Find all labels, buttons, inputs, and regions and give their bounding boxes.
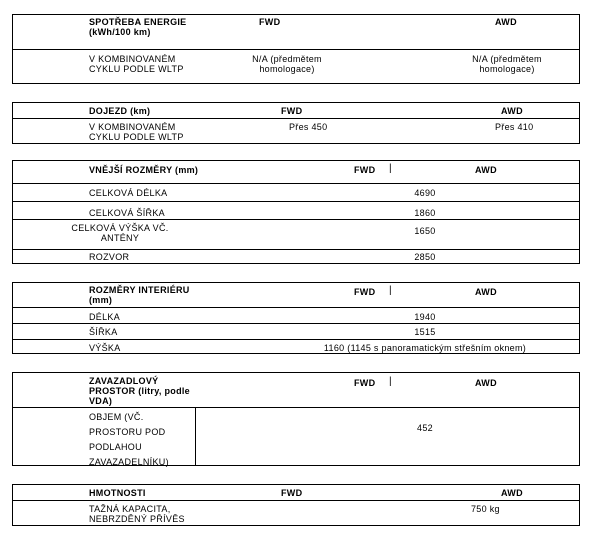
energy-row-label: V KOMBINOVANÉM CYKLU PODLE WLTP [89, 54, 184, 74]
exterior-awd-label: AWD [475, 165, 497, 175]
interior-table [12, 282, 580, 354]
exterior-divider-3 [13, 219, 579, 220]
luggage-table [12, 372, 580, 466]
weights-table [12, 484, 580, 526]
range-awd-value: Přes 410 [495, 122, 534, 132]
weights-awd-label: AWD [501, 488, 523, 498]
weights-value: 750 kg [471, 504, 500, 514]
interior-column-separator: | [389, 285, 392, 296]
energy-fwd-label: FWD [259, 17, 281, 27]
range-divider [13, 118, 579, 119]
luggage-value: 452 [417, 423, 433, 433]
exterior-header-label: VNĚJŠÍ ROZMĚRY (mm) [89, 165, 199, 175]
energy-header-label: SPOTŘEBA ENERGIE (kWh/100 km) [89, 17, 187, 37]
interior-row-label-width: ŠÍŘKA [89, 327, 118, 337]
interior-row-label-height: VÝŠKA [89, 343, 121, 353]
energy-fwd-value: N/A (předmětem homologace) [252, 54, 322, 74]
luggage-header-label: ZAVAZADLOVÝ PROSTOR (litry, podle VDA) [89, 376, 190, 406]
weights-divider [13, 500, 579, 501]
interior-header-label: ROZMĚRY INTERIÉRU (mm) [89, 285, 190, 305]
energy-awd-label: AWD [495, 17, 517, 27]
exterior-divider-1 [13, 183, 579, 184]
range-awd-label: AWD [501, 106, 523, 116]
energy-table [12, 14, 580, 84]
interior-row-value-width: 1515 [414, 327, 436, 337]
interior-divider-1 [13, 307, 579, 308]
luggage-divider [13, 407, 579, 408]
exterior-row-label-length: CELKOVÁ DÉLKA [89, 188, 168, 198]
exterior-divider-4 [13, 249, 579, 250]
exterior-row-label-wheelbase: ROZVOR [89, 252, 130, 262]
range-table [12, 102, 580, 144]
range-row-label: V KOMBINOVANÉM CYKLU PODLE WLTP [89, 122, 184, 142]
exterior-row-value-wheelbase: 2850 [414, 252, 436, 262]
luggage-column-separator: | [389, 376, 392, 387]
interior-fwd-label: FWD [354, 287, 376, 297]
luggage-awd-label: AWD [475, 378, 497, 388]
weights-header-label: HMOTNOSTI [89, 488, 146, 498]
range-header-label: DOJEZD (km) [89, 106, 151, 116]
interior-awd-label: AWD [475, 287, 497, 297]
range-fwd-value: Přes 450 [289, 122, 328, 132]
weights-row-label: TAŽNÁ KAPACITA, NEBRZDĚNÝ PŘÍVĚS [89, 504, 185, 524]
luggage-fwd-label: FWD [354, 378, 376, 388]
exterior-row-label-width: CELKOVÁ ŠÍŘKA [89, 208, 165, 218]
exterior-table [12, 160, 580, 264]
interior-divider-2 [13, 323, 579, 324]
interior-row-value-length: 1940 [414, 312, 436, 322]
exterior-fwd-label: FWD [354, 165, 376, 175]
luggage-row-label: OBJEM (VČ. PROSTORU POD PODLAHOU ZAVAZADELNÍKU) [89, 412, 169, 467]
luggage-label-column-divider [195, 407, 196, 465]
weights-fwd-label: FWD [281, 488, 303, 498]
energy-divider [13, 49, 579, 50]
exterior-row-value-length: 4690 [414, 188, 436, 198]
exterior-column-separator: | [389, 163, 392, 174]
exterior-row-value-height: 1650 [414, 226, 436, 236]
exterior-row-value-width: 1860 [414, 208, 436, 218]
energy-awd-value: N/A (předmětem homologace) [472, 54, 542, 74]
exterior-divider-2 [13, 201, 579, 202]
interior-row-value-height: 1160 (1145 s panoramatickým střešním oknem) [323, 343, 527, 353]
interior-divider-3 [13, 339, 579, 340]
range-fwd-label: FWD [281, 106, 303, 116]
interior-row-label-length: DÉLKA [89, 312, 121, 322]
exterior-row-label-height: CELKOVÁ VÝŠKA VČ. ANTÉNY [71, 223, 169, 243]
